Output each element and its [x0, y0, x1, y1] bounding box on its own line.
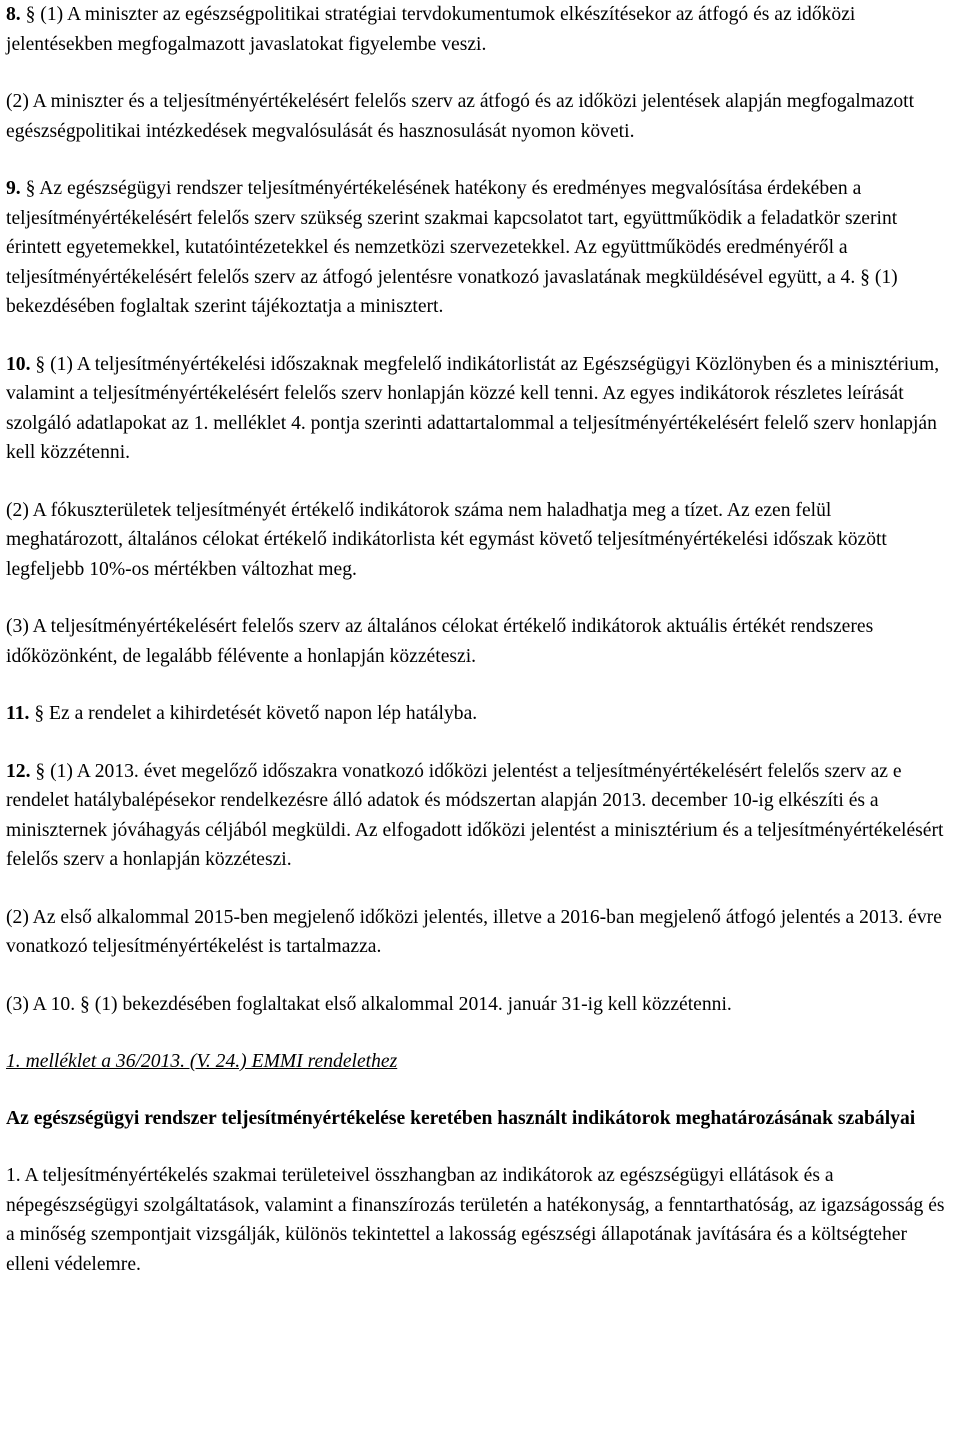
section-12-number: 12. [6, 760, 31, 782]
section-8-sign: § [25, 4, 36, 25]
section-9-text: Az egészségügyi rendszer teljesítményértékelésének hatékony és eredményes megvalósítása érdekében a teljesítményértékelésért felelős szerv szükség szerint szakmai kapcsolatot tart, együttműködik a feladatkör szerint érintett egyetemekkel, kutatóintézetekkel és nemzetközi szervezetekkel. Az együttműködés eredményéről a teljesítményértékelésért felelős szerv az átfogó jelentésre vonatkozó javaslatának megküldésével együtt, a 4. § (1) bekezdésében foglaltak szerint tájékoztatja a minisztert. [6, 178, 898, 317]
section-11-text: Ez a rendelet a kihirdetését követő napon lép hatályba. [44, 703, 478, 724]
section-12-paragraph-2: (2) Az első alkalommal 2015-ben megjelenő időközi jelentés, illetve a 2016-ban megjelenő átfogó jelentés a 2013. évre vonatkozó teljesítményértékelést is tartalmazza. [6, 906, 942, 957]
section-11-paragraph [6, 699, 951, 729]
section-11-sign: § [34, 703, 45, 724]
section-8-text: (1) A miniszter az egészségpolitikai stratégiai tervdokumentumok elkészítésekor az átfogó és az időközi jelentésekben megfogalmazott javaslatokat figyelembe veszi. [6, 4, 856, 55]
annex-title-text: 1. melléklet a 36/2013. (V. 24.) EMMI rendelethez [6, 1051, 398, 1072]
annex-point-1: 1. A teljesítményértékelés szakmai területeivel összhangban az indikátorok az egészségügyi ellátások és a népegészségügyi szolgáltatások, valamint a finanszírozás területén a hatékonyság, a fenntarthatóság, az igazságosság és a minőség szempontjait vizsgálják, különös tekintettel a lakosság egészségi állapotának javítására és a költségteher elleni védelemre. [6, 1165, 945, 1275]
section-11-number: 11. [6, 703, 30, 724]
annex-title [6, 1047, 951, 1077]
section-9-number: 9. [6, 178, 21, 199]
section-8-paragraph-2: (2) A miniszter és a teljesítményértékelésért felelős szerv az átfogó és az időközi jelentések alapján megfogalmazott egészségpolitikai intézkedések megvalósulását és hasznosulását nyomon követi. [6, 91, 915, 142]
section-10-paragraph-3: (3) A teljesítményértékelésért felelős szerv az általános célokat értékelő indikátorok aktuális értékét rendszeres időközönként, de legalább félévente a honlapján közzéteszi. [6, 616, 874, 667]
section-10-paragraph-1 [6, 350, 951, 468]
section-10-paragraph-2: (2) A fókuszterületek teljesítményét értékelő indikátorok száma nem haladhatja meg a tízet. Az ezen felül meghatározott, általános célokat értékelő indikátorlista két egymást követő teljesítményértékelési időszak között legfeljebb 10%-os mértékben változhat meg. [6, 499, 887, 580]
section-10-text: (1) A teljesítményértékelési időszaknak megfelelő indikátorlistát az Egészségügyi Közlönyben és a minisztérium, valamint a teljesítményértékelésért felelős szerv honlapján közzé kell tenni. Az egyes indikátorok részletes leírását szolgáló adatlapokat az 1. melléklet 4. pontja szerinti adattartalommal a teljesítményértékelésért felelő szerv honlapján kell közzétenni. [6, 353, 940, 463]
section-12-paragraph-1 [6, 757, 951, 875]
section-9-sign: § [25, 178, 36, 199]
section-10-number: 10. [6, 353, 31, 375]
document-page [6, 0, 951, 1279]
section-12-paragraph-3: (3) A 10. § (1) bekezdésében foglaltakat első alkalommal 2014. január 31-ig kell közzétenni. [6, 993, 732, 1015]
annex-heading: Az egészségügyi rendszer teljesítményértékelése keretében használt indikátorok meghatározásának szabályai [6, 1107, 916, 1129]
section-9-paragraph [6, 174, 951, 322]
section-12-text: (1) A 2013. évet megelőző időszakra vonatkozó időközi jelentést a teljesítményértékelésért felelős szerv az e rendelet hatálybalépésekor rendelkezésre álló adatok és módszertan alapján 2013. december 10-ig elkészíti és a miniszternek jóváhagyás céljából megküldi. Az elfogadott időközi jelentést a minisztérium és a teljesítményértékelésért felelős szerv a honlapján közzéteszi. [6, 760, 944, 870]
section-12-sign: § [35, 760, 46, 782]
section-10-sign: § [35, 353, 46, 375]
section-8-number: 8. [6, 4, 21, 25]
section-8-paragraph-1 [6, 0, 951, 59]
